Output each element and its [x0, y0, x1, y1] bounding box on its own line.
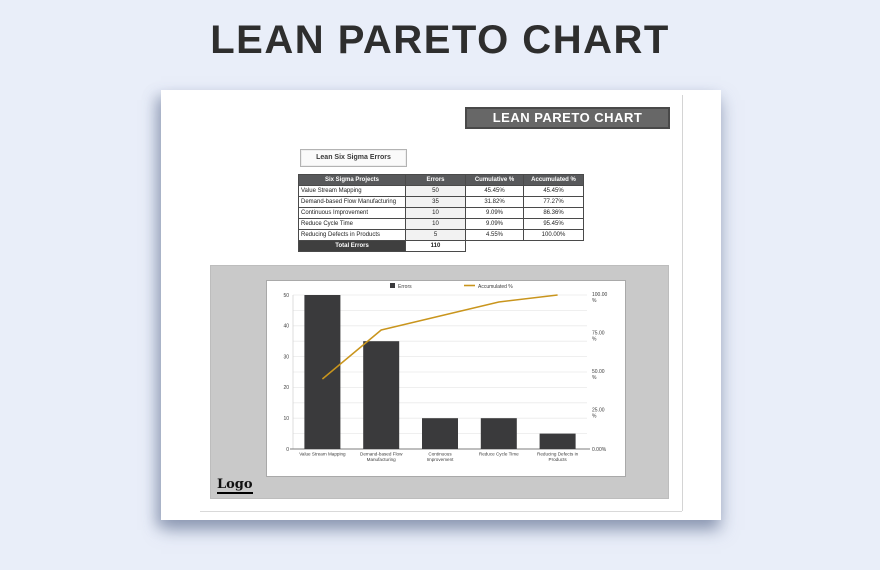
left-axis-tick-label: 30: [283, 354, 289, 361]
section-label: Lean Six Sigma Errors: [300, 149, 407, 167]
errors-bar: [540, 434, 576, 449]
table-total-row: [299, 241, 584, 252]
legend-swatch-errors-icon: [390, 283, 395, 288]
table-cell: 9.09%: [466, 208, 524, 219]
table-row: [299, 197, 584, 208]
right-axis-tick-label: 75.00 %: [592, 330, 605, 343]
x-axis-category-label: Continuous Improvement: [426, 451, 454, 462]
right-axis-tick-label: 25.00 %: [592, 407, 605, 420]
x-axis-category-label: Reduce Cycle Time: [478, 451, 519, 457]
left-axis-tick-label: 20: [283, 385, 289, 392]
x-axis-category-label: Demand-based Flow Manufacturing: [360, 451, 403, 462]
sheet-header-bar: LEAN PARETO CHART: [465, 107, 670, 129]
chart-panel: [210, 265, 669, 499]
table-cell: Continuous Improvement: [299, 208, 406, 219]
vertical-guide-line: [682, 95, 683, 511]
left-axis-tick-label: 40: [283, 323, 289, 330]
table-cell: 100.00%: [524, 230, 584, 241]
table-cell: 4.55%: [466, 230, 524, 241]
table-cell: 45.45%: [466, 186, 524, 197]
table-cell: 45.45%: [524, 186, 584, 197]
table-header: [299, 175, 584, 186]
table-row: [299, 186, 584, 197]
table-cell: Reduce Cycle Time: [299, 219, 406, 230]
empty-cell: [524, 241, 584, 252]
pareto-chart-svg: [267, 281, 625, 476]
page-title: LEAN PARETO CHART: [210, 18, 670, 62]
table-cell: Demand-based Flow Manufacturing: [299, 197, 406, 208]
table-cell: 86.36%: [524, 208, 584, 219]
errors-bar: [422, 418, 458, 449]
table-header-cell: Six Sigma Projects: [299, 175, 406, 186]
errors-bar: [363, 341, 399, 449]
table-cell: 9.09%: [466, 219, 524, 230]
table-header-cell: Errors: [406, 175, 466, 186]
table-cell: 5: [406, 230, 466, 241]
table-cell: 31.82%: [466, 197, 524, 208]
table-cell: 10: [406, 208, 466, 219]
table-cell: 50: [406, 186, 466, 197]
empty-cell: [466, 241, 524, 252]
table-row: [299, 230, 584, 241]
x-axis-category-label: Reducing Defects in Products: [537, 451, 579, 462]
table-cell: 10: [406, 219, 466, 230]
left-axis-tick-label: 0: [286, 446, 289, 453]
accumulated-line: [322, 295, 557, 379]
table-row: [299, 219, 584, 230]
table-cell: 95.45%: [524, 219, 584, 230]
total-value-cell: 110: [406, 241, 466, 252]
table-cell: 35: [406, 197, 466, 208]
x-axis-category-label: Value Stream Mapping: [299, 451, 346, 457]
legend-label-accumulated: Accumulated %: [478, 283, 513, 290]
chart-box: [266, 280, 626, 477]
horizontal-guide-line: [200, 511, 682, 512]
table-row: [299, 208, 584, 219]
left-axis-tick-label: 50: [283, 292, 289, 299]
right-axis-tick-label: 50.00 %: [592, 369, 605, 381]
table-cell: Value Stream Mapping: [299, 186, 406, 197]
total-label-cell: Total Errors: [299, 241, 406, 252]
table-cell: 77.27%: [524, 197, 584, 208]
errors-bar: [304, 295, 340, 449]
table-header-cell: Cumulative %: [466, 175, 524, 186]
errors-bar: [481, 418, 517, 449]
right-axis-tick-label: 0.00%: [592, 446, 607, 453]
six-sigma-table: [298, 174, 584, 252]
table-header-cell: Accumulated %: [524, 175, 584, 186]
template-sheet: [161, 90, 721, 520]
logo: Logo: [217, 478, 253, 494]
table-cell: Reducing Defects in Products: [299, 230, 406, 241]
right-axis-tick-label: 100.00 %: [592, 292, 608, 304]
legend-label-errors: Errors: [398, 283, 412, 290]
left-axis-tick-label: 10: [283, 416, 289, 422]
